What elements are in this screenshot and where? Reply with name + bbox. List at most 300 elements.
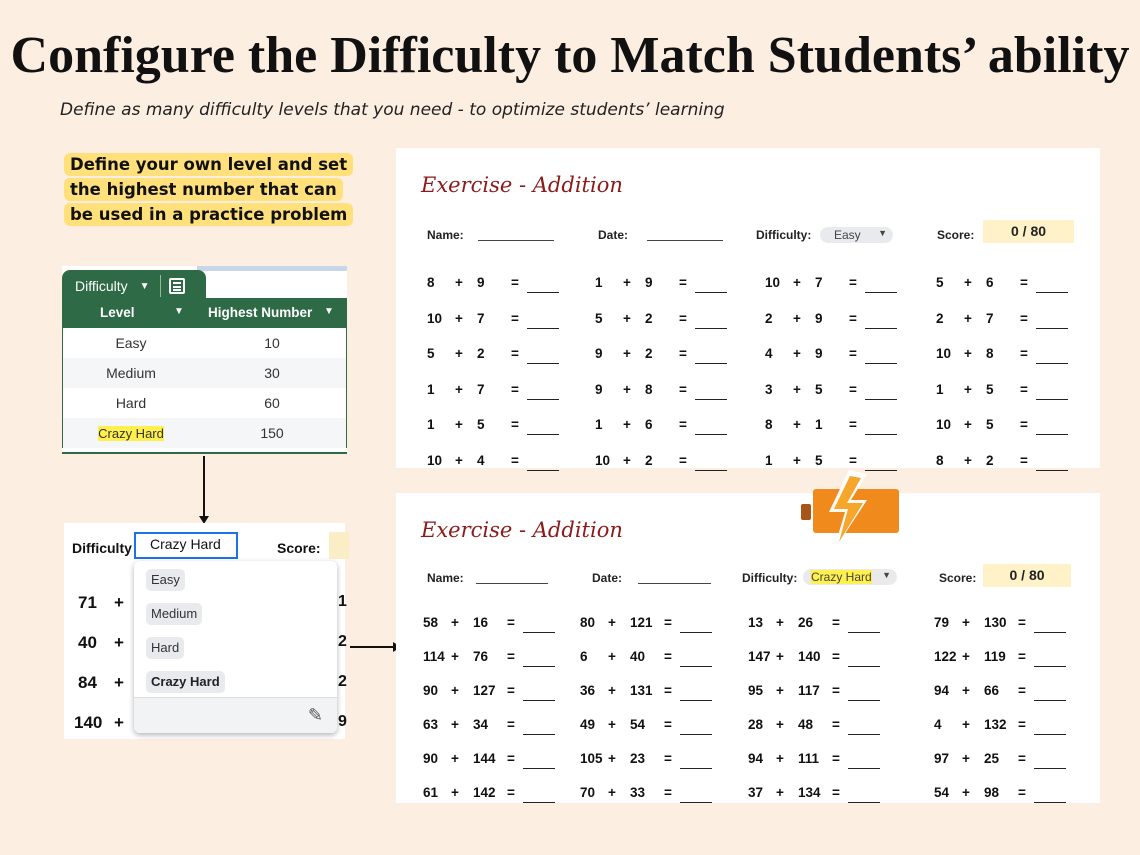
problem-item (765, 382, 915, 406)
cell-highest[interactable]: 30 (264, 365, 280, 381)
sheet-strip (197, 266, 347, 271)
sheet-tab-label: Difficulty (75, 278, 128, 294)
calculator-icon[interactable] (169, 278, 185, 294)
problem-item (427, 453, 577, 477)
equals-sign: = (1020, 381, 1028, 397)
plus-sign: + (776, 785, 784, 800)
plus-sign: + (451, 615, 459, 630)
equals-sign: = (664, 785, 672, 800)
plus-sign: + (455, 452, 463, 468)
answer-field[interactable] (527, 399, 559, 400)
bg-digit: 2 (338, 673, 347, 690)
answer-field[interactable] (848, 632, 880, 633)
plus-sign: + (964, 275, 972, 290)
plus-sign: + (623, 381, 631, 397)
addend-a: 90 (423, 683, 439, 698)
answer-field[interactable] (865, 328, 897, 329)
addend-a: 147 (748, 649, 771, 664)
plus-sign: + (962, 683, 970, 698)
problem-item (580, 683, 730, 707)
answer-field[interactable] (523, 802, 555, 803)
plus-sign: + (114, 713, 124, 732)
addend-a: 5 (936, 275, 944, 290)
col-header-highest[interactable]: Highest Number (208, 305, 313, 320)
date-label: Date: (598, 228, 629, 242)
addend-a: 3 (765, 381, 773, 397)
problem-item (595, 311, 745, 335)
equals-sign: = (849, 310, 857, 326)
equals-sign: = (507, 683, 515, 698)
addend-b: 8 (645, 381, 653, 397)
plus-sign: + (114, 673, 124, 692)
table-row[interactable] (62, 388, 347, 418)
answer-field[interactable] (1036, 328, 1068, 329)
date-field[interactable] (647, 240, 723, 241)
addend-b: 6 (645, 417, 653, 432)
chevron-down-icon[interactable]: ▼ (139, 280, 150, 292)
answer-field[interactable] (695, 363, 727, 364)
date-label: Date: (592, 571, 623, 585)
worksheet-easy (396, 148, 1100, 468)
addend-a: 36 (580, 683, 596, 698)
cell-highest[interactable]: 60 (264, 395, 280, 411)
answer-field[interactable] (1036, 470, 1068, 471)
addend-a: 10 (427, 310, 443, 326)
problem-item (936, 346, 1086, 370)
difficulty-value: Easy (834, 228, 861, 242)
bg-number: 140 (74, 713, 103, 732)
answer-field[interactable] (1036, 434, 1068, 435)
chevron-down-icon[interactable]: ▼ (324, 306, 334, 317)
addend-b: 26 (798, 615, 814, 630)
dropdown-snippet (64, 523, 345, 739)
addend-a: 9 (595, 346, 603, 361)
addend-b: 2 (986, 452, 994, 468)
addend-b: 5 (815, 381, 823, 397)
problem-item (936, 417, 1086, 441)
addend-a: 28 (748, 717, 764, 732)
equals-sign: = (507, 751, 515, 766)
addend-b: 2 (645, 452, 653, 468)
problem-item (423, 649, 573, 673)
answer-field[interactable] (865, 363, 897, 364)
addend-b: 2 (477, 346, 485, 361)
cell-level[interactable]: Medium (106, 365, 156, 381)
score-value: 0 / 80 (983, 220, 1074, 243)
problem-item (936, 382, 1086, 406)
problem-item (423, 751, 573, 775)
addend-b: 9 (815, 346, 823, 361)
equals-sign: = (1018, 785, 1026, 800)
addend-a: 10 (936, 417, 952, 432)
plus-sign: + (793, 381, 801, 397)
callout-note (64, 152, 360, 227)
answer-field[interactable] (523, 666, 555, 667)
addend-a: 5 (427, 346, 435, 361)
worksheet-title: Exercise - Addition (421, 518, 623, 542)
addend-b: 48 (798, 717, 814, 732)
equals-sign: = (1020, 310, 1028, 326)
difficulty-select[interactable] (820, 227, 893, 243)
difficulty-select[interactable] (803, 569, 897, 585)
addend-b: 40 (630, 649, 646, 664)
equals-sign: = (511, 452, 519, 468)
addend-a: 54 (934, 785, 950, 800)
addend-b: 9 (815, 310, 823, 326)
answer-field[interactable] (848, 734, 880, 735)
worksheet-crazy-hard (396, 493, 1100, 803)
name-field[interactable] (478, 240, 554, 241)
difficulty-menu (134, 561, 337, 733)
equals-sign: = (679, 310, 687, 326)
equals-sign: = (849, 452, 857, 468)
equals-sign: = (664, 649, 672, 664)
addend-a: 79 (934, 615, 950, 630)
addend-b: 5 (986, 417, 994, 432)
equals-sign: = (664, 751, 672, 766)
plus-sign: + (455, 417, 463, 432)
plus-sign: + (776, 751, 784, 766)
addend-b: 130 (984, 615, 1007, 630)
plus-sign: + (114, 633, 124, 652)
addend-b: 33 (630, 785, 646, 800)
addend-a: 70 (580, 785, 596, 800)
addend-b: 2 (645, 310, 653, 326)
col-header-level[interactable]: Level (100, 305, 135, 320)
problem-item (580, 751, 730, 775)
addend-a: 2 (765, 310, 773, 326)
plus-sign: + (608, 649, 616, 664)
worksheet-title: Exercise - Addition (421, 173, 623, 197)
addend-a: 80 (580, 615, 596, 630)
answer-field[interactable] (680, 666, 712, 667)
problem-item (934, 649, 1084, 673)
bg-number: 40 (78, 633, 97, 652)
addend-a: 10 (427, 452, 443, 468)
answer-field[interactable] (680, 700, 712, 701)
plus-sign: + (623, 310, 631, 326)
answer-field[interactable] (695, 470, 727, 471)
plus-sign: + (776, 683, 784, 698)
equals-sign: = (832, 649, 840, 664)
addend-b: 1 (815, 417, 823, 432)
equals-sign: = (832, 785, 840, 800)
plus-sign: + (793, 346, 801, 361)
answer-field[interactable] (527, 363, 559, 364)
addend-b: 121 (630, 615, 653, 630)
answer-field[interactable] (680, 768, 712, 769)
equals-sign: = (849, 381, 857, 397)
addend-a: 90 (423, 751, 439, 766)
plus-sign: + (964, 452, 972, 468)
problem-item (765, 346, 915, 370)
equals-sign: = (511, 275, 519, 290)
table-row[interactable] (62, 328, 347, 358)
table-row[interactable] (62, 358, 347, 388)
problem-item (595, 275, 745, 299)
plus-sign: + (608, 717, 616, 732)
equals-sign: = (849, 417, 857, 432)
answer-field[interactable] (1036, 399, 1068, 400)
equals-sign: = (511, 346, 519, 361)
addend-b: 54 (630, 717, 646, 732)
answer-field[interactable] (695, 328, 727, 329)
addend-b: 7 (477, 310, 485, 326)
addend-b: 7 (815, 275, 823, 290)
answer-field[interactable] (1036, 363, 1068, 364)
date-field[interactable] (638, 583, 711, 584)
equals-sign: = (1020, 275, 1028, 290)
menu-footer (134, 697, 337, 733)
answer-field[interactable] (848, 700, 880, 701)
addend-a: 122 (934, 649, 957, 664)
addend-a: 10 (765, 275, 781, 290)
addend-a: 61 (423, 785, 439, 800)
menu-option-hard[interactable]: Hard (146, 637, 184, 659)
answer-field[interactable] (1036, 292, 1068, 293)
answer-field[interactable] (680, 802, 712, 803)
answer-field[interactable] (1034, 734, 1066, 735)
addend-b: 8 (986, 346, 994, 361)
addend-b: 142 (473, 785, 496, 800)
problem-item (934, 615, 1084, 639)
answer-field[interactable] (695, 399, 727, 400)
answer-field[interactable] (527, 470, 559, 471)
problem-item (427, 275, 577, 299)
name-field[interactable] (476, 583, 548, 584)
addend-b: 34 (473, 717, 489, 732)
problem-item (580, 785, 730, 809)
answer-field[interactable] (523, 700, 555, 701)
table-header (62, 298, 347, 328)
bg-number: 84 (78, 673, 97, 692)
equals-sign: = (507, 649, 515, 664)
addend-b: 134 (798, 785, 821, 800)
addend-b: 132 (984, 717, 1007, 732)
addend-b: 25 (984, 751, 1000, 766)
equals-sign: = (1018, 683, 1026, 698)
addend-b: 9 (477, 275, 485, 290)
answer-field[interactable] (695, 434, 727, 435)
addend-b: 2 (645, 346, 653, 361)
addend-b: 23 (630, 751, 646, 766)
plus-sign: + (623, 452, 631, 468)
addend-b: 119 (984, 649, 1006, 664)
answer-field[interactable] (848, 802, 880, 803)
plus-sign: + (964, 310, 972, 326)
equals-sign: = (679, 452, 687, 468)
addend-a: 94 (748, 751, 764, 766)
addend-a: 1 (427, 417, 435, 432)
table-border (62, 452, 347, 454)
addend-b: 7 (986, 310, 994, 326)
equals-sign: = (664, 717, 672, 732)
cell-level[interactable]: Easy (115, 335, 147, 351)
answer-field[interactable] (1034, 700, 1066, 701)
addend-a: 1 (595, 417, 603, 432)
plus-sign: + (455, 310, 463, 326)
problem-item (748, 785, 898, 809)
plus-sign: + (455, 381, 463, 397)
plus-sign: + (962, 751, 970, 766)
menu-option-easy[interactable]: Easy (146, 569, 185, 591)
answer-field[interactable] (848, 666, 880, 667)
cell-level[interactable] (63, 425, 199, 441)
answer-field[interactable] (848, 768, 880, 769)
problem-item (936, 453, 1086, 477)
plus-sign: + (964, 381, 972, 397)
problem-item (580, 717, 730, 741)
addend-b: 5 (986, 381, 994, 397)
equals-sign: = (679, 346, 687, 361)
problem-item (934, 683, 1084, 707)
addend-b: 6 (986, 275, 994, 290)
equals-sign: = (507, 717, 515, 732)
equals-sign: = (1018, 751, 1026, 766)
equals-sign: = (1020, 452, 1028, 468)
plus-sign: + (962, 649, 970, 664)
plus-sign: + (455, 346, 463, 361)
addend-a: 49 (580, 717, 596, 732)
caret-down-icon: ▼ (882, 570, 891, 580)
answer-field[interactable] (865, 434, 897, 435)
score-label: Score: (939, 571, 977, 585)
problem-item (934, 785, 1084, 809)
answer-field[interactable] (523, 632, 555, 633)
table-row[interactable] (62, 418, 347, 448)
addend-a: 10 (936, 346, 952, 361)
problem-item (936, 311, 1086, 335)
addend-b: 4 (477, 452, 485, 468)
answer-field[interactable] (695, 292, 727, 293)
answer-field[interactable] (527, 434, 559, 435)
equals-sign: = (832, 751, 840, 766)
equals-sign: = (679, 417, 687, 432)
chevron-down-icon[interactable]: ▼ (174, 306, 184, 317)
problem-item (427, 417, 577, 441)
plus-sign: + (608, 751, 616, 766)
menu-option-medium[interactable]: Medium (146, 603, 202, 625)
difficulty-label: Difficulty (72, 540, 132, 556)
problem-item (934, 751, 1084, 775)
addend-a: 1 (765, 452, 773, 468)
problem-item (595, 453, 745, 477)
callout-text: Define your own level and set the highest number that can be used in a practice problem (64, 153, 353, 226)
answer-field[interactable] (523, 768, 555, 769)
addend-b: 7 (477, 381, 485, 397)
bg-digit: 1 (338, 593, 347, 610)
plus-sign: + (451, 751, 459, 766)
plus-sign: + (962, 717, 970, 732)
problem-item (748, 751, 898, 775)
answer-field[interactable] (523, 734, 555, 735)
arrow-right-icon (350, 646, 395, 648)
addend-a: 97 (934, 751, 950, 766)
answer-field[interactable] (680, 734, 712, 735)
addend-a: 2 (936, 310, 944, 326)
plus-sign: + (608, 785, 616, 800)
addend-b: 111 (798, 751, 820, 766)
answer-field[interactable] (1034, 768, 1066, 769)
cell-level[interactable]: Hard (115, 395, 147, 411)
plus-sign: + (962, 785, 970, 800)
addend-b: 140 (798, 649, 821, 664)
addend-a: 105 (580, 751, 603, 766)
addend-a: 8 (936, 452, 944, 468)
addend-b: 117 (798, 683, 820, 698)
equals-sign: = (849, 275, 857, 290)
problem-item (934, 717, 1084, 741)
menu-option-crazy-hard[interactable]: Crazy Hard (146, 671, 225, 693)
addend-b: 144 (473, 751, 496, 766)
arrow-down-icon (203, 456, 205, 518)
equals-sign: = (1018, 615, 1026, 630)
addend-b: 66 (984, 683, 1000, 698)
plus-sign: + (776, 717, 784, 732)
difficulty-select[interactable]: Crazy Hard (134, 532, 238, 559)
plus-sign: + (451, 717, 459, 732)
plus-sign: + (793, 452, 801, 468)
problem-item (580, 615, 730, 639)
equals-sign: = (1020, 417, 1028, 432)
equals-sign: = (849, 346, 857, 361)
page-subtitle: Define as many difficulty levels that you need - to optimize students’ learning (60, 100, 725, 120)
plus-sign: + (623, 275, 631, 290)
addend-a: 1 (595, 275, 603, 290)
equals-sign: = (679, 381, 687, 397)
answer-field[interactable] (865, 399, 897, 400)
addend-b: 127 (473, 683, 496, 698)
answer-field[interactable] (1034, 802, 1066, 803)
difficulty-label: Difficulty: (756, 228, 812, 242)
plus-sign: + (623, 417, 631, 432)
plus-sign: + (608, 683, 616, 698)
plus-sign: + (964, 417, 972, 432)
addend-a: 114 (423, 649, 445, 664)
cell-highest[interactable]: 10 (264, 335, 280, 351)
equals-sign: = (507, 615, 515, 630)
plus-sign: + (793, 310, 801, 326)
addend-b: 5 (815, 452, 823, 468)
addend-b: 16 (473, 615, 489, 630)
answer-field[interactable] (1034, 632, 1066, 633)
page-title: Configure the Difficulty to Match Students’ ability (10, 27, 1130, 84)
equals-sign: = (511, 310, 519, 326)
addend-a: 63 (423, 717, 439, 732)
addend-a: 10 (595, 452, 611, 468)
equals-sign: = (832, 683, 840, 698)
answer-field[interactable] (1034, 666, 1066, 667)
answer-field[interactable] (527, 292, 559, 293)
pencil-icon[interactable]: ✎ (307, 705, 323, 725)
problem-item (427, 311, 577, 335)
bg-number: 71 (78, 593, 97, 612)
equals-sign: = (507, 785, 515, 800)
answer-field[interactable] (865, 292, 897, 293)
problem-item (423, 785, 573, 809)
cell-highest[interactable]: 150 (260, 425, 284, 441)
plus-sign: + (451, 649, 459, 664)
name-label: Name: (427, 571, 464, 585)
plus-sign: + (776, 649, 784, 664)
answer-field[interactable] (527, 328, 559, 329)
equals-sign: = (511, 417, 519, 432)
addend-a: 6 (580, 649, 588, 664)
answer-field[interactable] (680, 632, 712, 633)
equals-sign: = (832, 615, 840, 630)
addend-a: 58 (423, 615, 439, 630)
score-value: 0 / 80 (983, 564, 1071, 587)
